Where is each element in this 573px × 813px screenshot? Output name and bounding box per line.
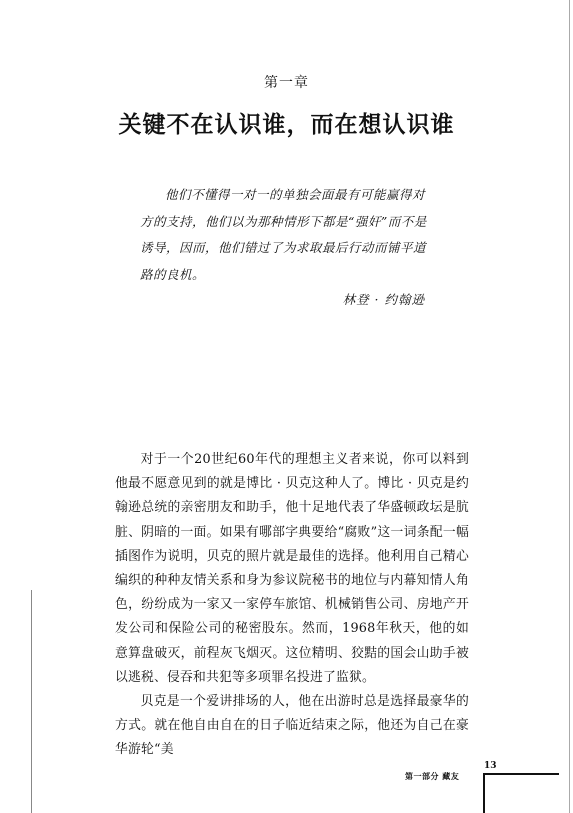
right-edge-rule [569, 0, 570, 813]
body-paragraph-2: 贝克是一个爱讲排场的人，他在出游时总是选择最豪华的方式。就在他自由自在的日子临近结束之际，他还为自己在豪华游轮“美 [115, 694, 469, 758]
page-number: 13 [484, 761, 497, 771]
corner-mark-horizontal [483, 773, 559, 775]
chapter-title: 关键不在认识谁，而在想认识谁 [118, 111, 455, 138]
body-paragraph-1: 对于一个20世纪60年代的理想主义者来说，你可以料到他最不愿意见到的就是博比 · 贝克这种人了。博比 · 贝克是约翰逊总统的亲密朋友和助手，他十足地代表了华盛顿政坛是肮脏、阴暗的一面。如果有哪部字典要给“腐败”这一词条配一幅插图作为说明，贝克的照片就是最佳的选择。他利用自己精心编织的种种友情关系和身为参议院秘书的地位与内幕知情人角色，纷纷成为一家又一家停车旅馆、机械销售公司、房地产开发公司和保险公司的秘密股东。然而，1968年秋天，他的如意算盘破灭，前程灰飞烟灭。这位精明、狡黠的国会山助手被以逃税、侵吞和共犯等多项罪名投进了监狱。 [115, 452, 469, 685]
epigraph-author: 林登 · 约翰逊 [342, 292, 425, 307]
corner-mark-vertical [483, 773, 485, 813]
chapter-label: 第一章 [264, 75, 309, 91]
left-margin-rule [31, 590, 32, 813]
epigraph-quote: 他们不懂得一对一的单独会面最有可能赢得对方的支持，他们以为那种情形下都是“强奸”而不是诱导，因而，他们错过了为求取最后行动而铺平道路的良机。 [140, 187, 427, 282]
running-footer: 第一部分 藏友 [405, 771, 460, 781]
